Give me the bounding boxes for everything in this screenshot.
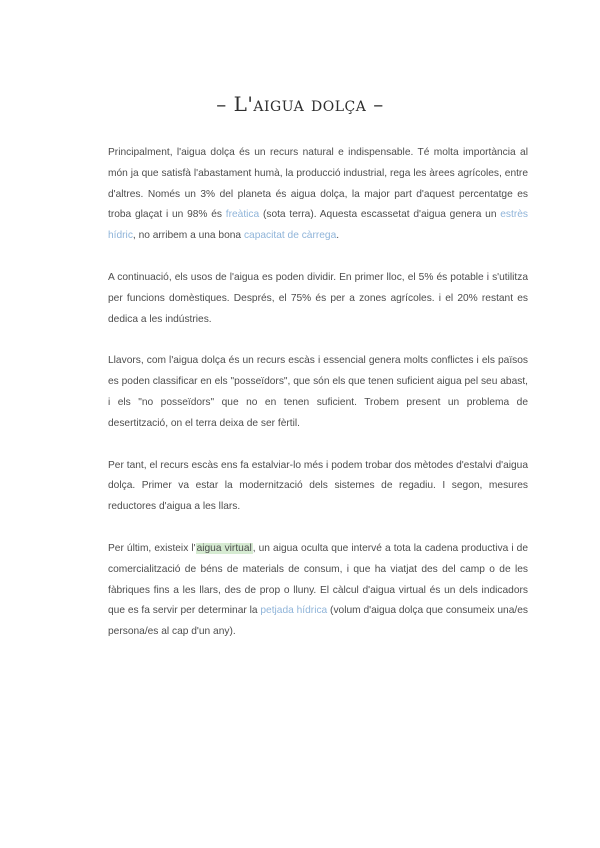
term-link[interactable]: petjada hídrica [260,605,328,617]
document-body [108,143,528,664]
paragraph-text: Per tant, el recurs escàs ens fa estalviar-lo més i podem trobar dos mètodes d'estalvi d'aigua dolça. Primer va estar la modernització dels sistemes de regadiu. I segon, mesures reductores d'aigua a les llars. [108,459,528,513]
page-title-text: – L'aigua dolça – [216,92,384,116]
paragraph-4 [108,456,528,518]
paragraph-text: (volum d'aigua dolça que consumeix una/es persona/es al cap d'un any). [108,605,528,638]
paragraph-text: Llavors, com l'aigua dolça és un recurs escàs i essencial genera molts conflictes i els països es poden classificar en els "posseïdors", que són els que tenen suficient aigua pel seu abast, i els "no posseïdors" que no en tenen suficient. Trobem present un problema de desertització, on el terra deixa de ser fèrtil. [108,355,528,429]
paragraph-text: (sota terra). Aquesta escassetat d'aigua genera un [259,209,501,221]
paragraph-text: A continuació, els usos de l'aigua es poden dividir. En primer lloc, el 5% és potable i s'utilitza per funcions domèstiques. Després, el 75% és per a zones agrícoles. i el 20% restant es dedica a les indústries. [108,271,528,325]
paragraph-text: Principalment, l'aigua dolça és un recurs natural e indispensable. Té molta importància al món ja que satisfà l'abastament humà, la producció industrial, rega les àrees agrícoles, entre d'altres. Només un 3% del planeta és aigua dolça, la major part d'aquest percentatge es troba glaçat i un 98% és [108,147,528,221]
term-link[interactable]: freàtica [225,209,260,221]
term-link[interactable]: estrès hídric [108,209,528,242]
highlighted-term: aigua virtual [196,542,252,554]
paragraph-2 [108,268,528,330]
paragraph-text: Per últim, existeix l' [108,542,196,554]
page-title [0,92,600,116]
paragraph-1 [108,143,528,247]
paragraph-text: , no arribem a una bona [132,230,244,242]
paragraph-text: . [336,230,340,242]
paragraph-5 [108,539,528,643]
paragraph-3 [108,351,528,434]
term-link[interactable]: capacitat de càrrega [243,230,337,242]
paragraph-text: , un aigua oculta que intervé a tota la cadena productiva i de comercialització de béns de materials de consum, i que ha viatjat des del camp o de les fàbriques fins a les llars, des de prop o lluny. El càlcul d'aigua virtual és un dels indicadors que es fa servir per determinar la [108,542,528,617]
